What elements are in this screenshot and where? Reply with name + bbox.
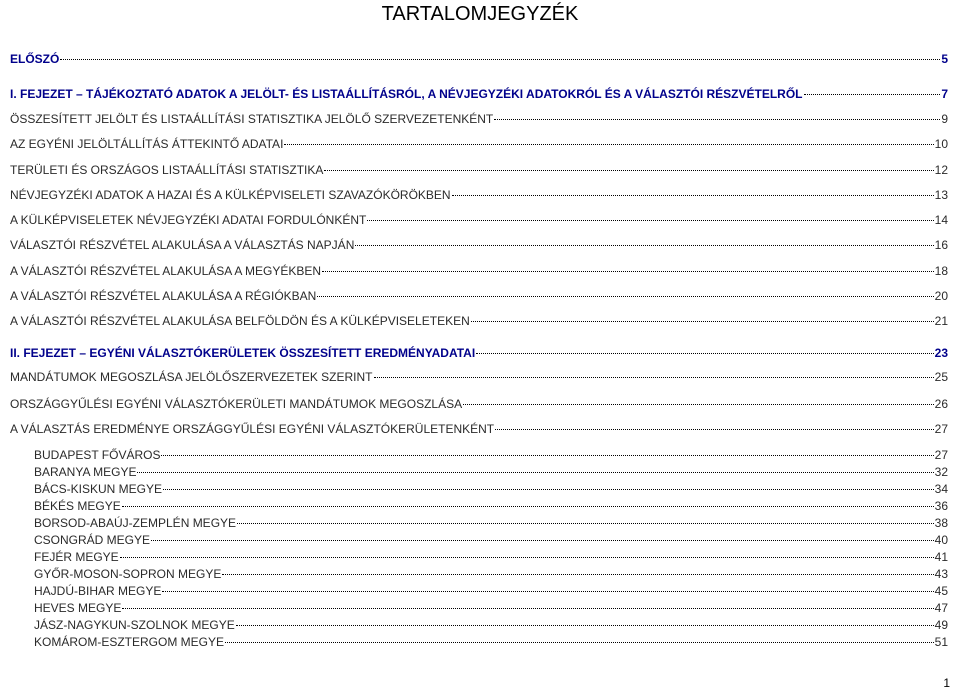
toc-entry-label: AZ EGYÉNI JELÖLTÁLLÍTÁS ÁTTEKINTŐ ADATAI [10,137,284,151]
toc-entry-page: 10 [934,137,948,151]
dot-leader [151,539,934,541]
toc-entry[interactable] [10,370,948,385]
dot-leader [225,641,934,643]
toc-entry[interactable] [10,213,948,228]
dot-leader [161,454,933,456]
toc-entry-label: BÁCS-KISKUN MEGYE [34,482,163,496]
dot-leader [120,556,934,558]
toc-entry[interactable] [10,163,948,178]
toc-entry-page: 14 [934,213,948,227]
toc-entry[interactable] [34,499,948,514]
toc-entry-page: 5 [941,52,948,66]
toc-entry-page: 36 [934,499,948,513]
toc-entry-page: 43 [934,567,948,581]
toc-entry-label: JÁSZ-NAGYKUN-SZOLNOK MEGYE [34,618,235,632]
dot-leader [367,219,933,221]
dot-leader [137,471,933,473]
dot-leader [322,270,934,272]
toc-entry[interactable] [34,550,948,565]
toc-entry[interactable] [10,264,948,279]
toc-entry-page: 45 [934,584,948,598]
dot-leader [122,607,933,609]
toc-entry-page: 12 [934,163,948,177]
toc-entry-page: 13 [934,188,948,202]
toc-entry-label: MANDÁTUMOK MEGOSZLÁSA JELÖLŐSZERVEZETEK SZERINT [10,370,373,384]
toc-entry-label: KOMÁROM-ESZTERGOM MEGYE [34,635,225,649]
toc-entry[interactable] [10,397,948,412]
dot-leader [122,505,934,507]
dot-leader [452,194,934,196]
toc-entry[interactable] [34,618,948,633]
toc-entry[interactable] [34,635,948,650]
dot-leader [804,93,941,95]
toc-entry-label: II. FEJEZET – EGYÉNI VÁLASZTÓKERÜLETEK ÖSSZESÍTETT EREDMÉNYADATAI [10,346,476,360]
toc-entry[interactable] [10,87,948,102]
toc-entry-page: 51 [934,635,948,649]
toc-entry[interactable] [34,516,948,531]
toc-entry-page: 20 [934,289,948,303]
toc-entry-label: ORSZÁGGYŰLÉSI EGYÉNI VÁLASZTÓKERÜLETI MANDÁTUMOK MEGOSZLÁSA [10,397,463,411]
toc-entry-page: 38 [934,516,948,530]
toc-entry[interactable] [34,567,948,582]
toc-entry-page: 34 [934,482,948,496]
page-title: TARTALOMJEGYZÉK [381,3,579,25]
toc-entry-label: ÖSSZESÍTETT JELÖLT ÉS LISTAÁLLÍTÁSI STATISZTIKA JELÖLŐ SZERVEZETENKÉNT [10,112,494,126]
toc-entry[interactable] [10,314,948,329]
dot-leader [374,376,934,378]
toc-entry-page: 9 [941,112,948,126]
toc-entry-page: 21 [934,314,948,328]
toc-entry-label: A VÁLASZTÓI RÉSZVÉTEL ALAKULÁSA A RÉGIÓKBAN [10,289,317,303]
toc-entry-page: 41 [934,550,948,564]
dot-leader [60,58,940,60]
toc-entry[interactable] [34,465,948,480]
toc-entry-label: BARANYA MEGYE [34,465,137,479]
toc-entry-label: HAJDÚ-BIHAR MEGYE [34,584,162,598]
toc-entry-label: GYŐR-MOSON-SOPRON MEGYE [34,567,222,581]
dot-leader [237,522,934,524]
toc-entry[interactable] [10,238,948,253]
dot-leader [463,403,934,405]
toc-entry[interactable] [10,346,948,361]
toc-entry-page: 7 [941,87,948,101]
toc-entry-page: 47 [934,601,948,615]
toc-entry-label: HEVES MEGYE [34,601,122,615]
toc-entry-page: 32 [934,465,948,479]
toc-entry-page: 27 [934,448,948,462]
toc-entry[interactable] [34,482,948,497]
toc-entry-page: 18 [934,264,948,278]
toc-entry-page: 16 [934,238,948,252]
toc-entry-label: BÉKÉS MEGYE [34,499,121,513]
toc-entry-label: FEJÉR MEGYE [34,550,119,564]
toc-entry[interactable] [10,188,948,203]
dot-leader [284,143,933,145]
toc-entry[interactable] [10,422,948,437]
toc-entry-label: A VÁLASZTÓI RÉSZVÉTEL ALAKULÁSA BELFÖLDÖN ÉS A KÜLKÉPVISELETEKEN [10,314,470,328]
toc-entry-label: A VÁLASZTÁS EREDMÉNYE ORSZÁGGYŰLÉSI EGYÉNI VÁLASZTÓKERÜLETENKÉNT [10,422,495,436]
toc-entry-label: A VÁLASZTÓI RÉSZVÉTEL ALAKULÁSA A MEGYÉKBEN [10,264,322,278]
toc-entry[interactable] [34,601,948,616]
toc-entry-page: 23 [934,346,948,360]
toc-entry-page: 49 [934,618,948,632]
toc-entry-label: BORSOD-ABAÚJ-ZEMPLÉN MEGYE [34,516,237,530]
toc-entry-label: A KÜLKÉPVISELETEK NÉVJEGYZÉKI ADATAI FORDULÓNKÉNT [10,213,367,227]
dot-leader [236,624,934,626]
toc-entry[interactable] [34,584,948,599]
dot-leader [476,352,933,354]
dot-leader [222,573,933,575]
toc-entry-label: VÁLASZTÓI RÉSZVÉTEL ALAKULÁSA A VÁLASZTÁS NAPJÁN [10,238,355,252]
toc-entry-label: NÉVJEGYZÉKI ADATOK A HAZAI ÉS A KÜLKÉPVISELETI SZAVAZÓKÖRÖKBEN [10,188,451,202]
toc-entry-label: I. FEJEZET – TÁJÉKOZTATÓ ADATOK A JELÖLT- ÉS LISTAÁLLÍTÁSRÓL, A NÉVJEGYZÉKI ADATOKRÓL ÉS A VÁLASZTÓI RÉSZVÉTELRŐL [10,87,803,101]
dot-leader [317,295,933,297]
toc-entry-page: 26 [934,397,948,411]
dot-leader [355,244,933,246]
dot-leader [163,488,934,490]
dot-leader [471,320,934,322]
toc-entry[interactable] [10,137,948,152]
toc-entry-label: BUDAPEST FŐVÁROS [34,448,161,462]
toc-entry-label: ELŐSZÓ [10,52,60,66]
toc-entry-label: TERÜLETI ÉS ORSZÁGOS LISTAÁLLÍTÁSI STATISZTIKA [10,163,324,177]
dot-leader [494,118,940,120]
toc-entry[interactable] [34,533,948,548]
toc-entry-page: 40 [934,533,948,547]
toc-entry-label: CSONGRÁD MEGYE [34,533,151,547]
toc-entry[interactable] [10,289,948,304]
dot-leader [324,169,933,171]
toc-entry[interactable] [10,52,948,67]
dot-leader [162,590,933,592]
page-number: 1 [943,676,950,690]
toc-entry-page: 27 [934,422,948,436]
toc-entry[interactable] [10,112,948,127]
toc-entry[interactable] [34,448,948,463]
dot-leader [495,428,934,430]
toc-entry-page: 25 [934,370,948,384]
